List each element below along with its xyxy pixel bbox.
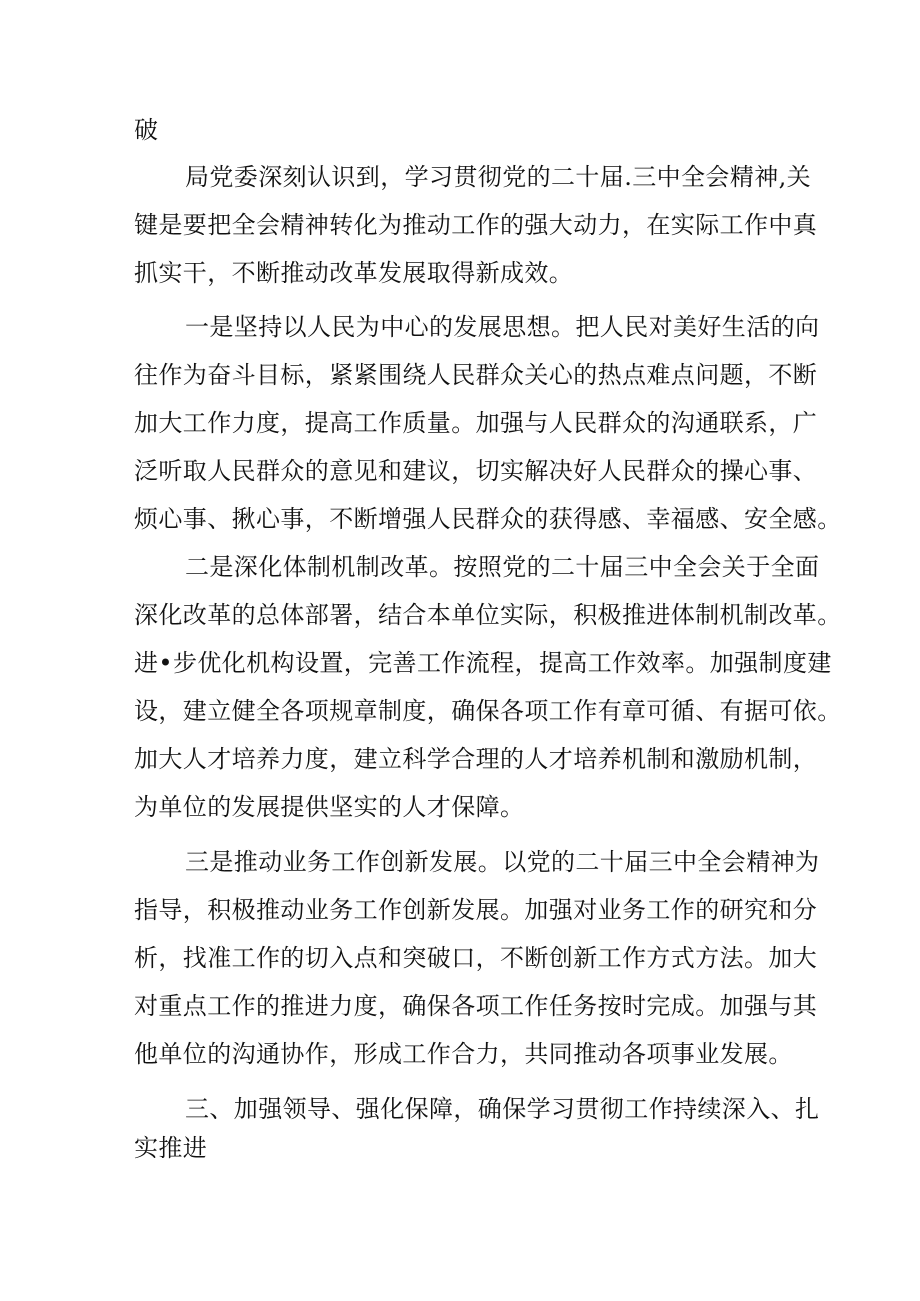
text-line: 进•步优化机构设置，完善工作流程，提高工作效率。加强制度建: [134, 649, 832, 677]
text-line: 二是深化体制机制改革。按照党的二十届三中全会关于全面: [185, 553, 820, 581]
text-line: 一是坚持以人民为中心的发展思想。把人民对美好生活的向: [185, 313, 820, 341]
text-line: 泛听取人民群众的意见和建议，切实解决好人民群众的操心事、: [134, 457, 818, 485]
text-line: 键是要把全会精神转化为推动工作的强大动力，在实际工作中真: [134, 211, 818, 239]
text-line: 加大人才培养力度，建立科学合理的人才培养机制和激励机制，: [134, 745, 818, 773]
text-line: 往作为奋斗目标，紧紧围绕人民群众关心的热点难点问题，不断: [134, 361, 818, 389]
section-heading-line: 三、加强领导、强化保障，确保学习贯彻工作持续深入、扎: [185, 1095, 820, 1123]
text-line: 烦心事、揪心事，不断增强人民群众的获得感、幸福感、安全感。: [134, 505, 842, 533]
text-line: 抓实干，不断推动改革发展取得新成效。: [134, 259, 574, 287]
text-line: 加大工作力度，提高工作质量。加强与人民群众的沟通联系，广: [134, 409, 818, 437]
text-line: 对重点工作的推进力度，确保各项工作任务按时完成。加强与其: [134, 992, 818, 1020]
text-line: 为单位的发展提供坚实的人才保障。: [134, 793, 525, 821]
text-line: 局党委深刻认识到，学习贯彻党的二十届.三中全会精神,关: [185, 163, 812, 191]
section-heading-line: 实推进: [134, 1134, 208, 1162]
text-line: 三是推动业务工作创新发展。以党的二十届三中全会精神为: [185, 848, 820, 876]
text-line: 析，找准工作的切入点和突破口，不断创新工作方式方法。加大: [134, 944, 818, 972]
text-line: 深化改革的总体部署，结合本单位实际，积极推进体制机制改革。: [134, 601, 842, 629]
text-line: 设，建立健全各项规章制度，确保各项工作有章可循、有据可依。: [134, 697, 842, 725]
text-line: 破: [134, 116, 159, 144]
text-line: 指导，积极推动业务工作创新发展。加强对业务工作的研究和分: [134, 896, 818, 924]
text-line: 他单位的沟通协作，形成工作合力，共同推动各项事业发展。: [134, 1040, 793, 1068]
